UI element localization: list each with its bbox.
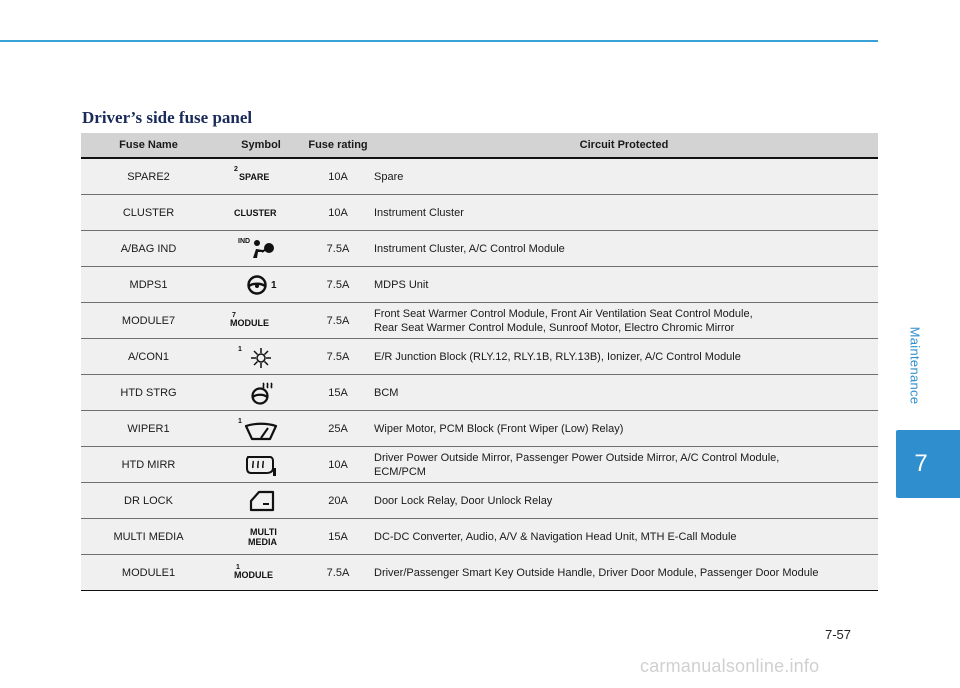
fuse-name: HTD STRG	[81, 375, 216, 411]
heated-steering-icon	[250, 381, 274, 405]
circuit-protected: BCM	[370, 375, 878, 411]
chapter-side-label	[900, 300, 930, 430]
fuse-table	[81, 133, 878, 591]
fuse-symbol	[216, 555, 306, 591]
circuit-line: Driver Power Outside Mirror, Passenger Power Outside Mirror, A/C Control Module,	[374, 451, 780, 464]
table-header-row	[81, 133, 878, 158]
module-text-symbol	[226, 306, 296, 336]
fuse-rating: 7.5A	[306, 555, 370, 591]
circuit-protected: Door Lock Relay, Door Unlock Relay	[370, 483, 878, 519]
fuse-symbol	[216, 231, 306, 267]
fuse-symbol	[216, 375, 306, 411]
section-title: Driver’s side fuse panel	[82, 108, 253, 127]
steering-wheel-icon	[246, 274, 268, 296]
circuit-protected: Driver/Passenger Smart Key Outside Handle, Driver Door Module, Passenger Door Module	[370, 555, 878, 591]
table-row	[81, 411, 878, 447]
fuse-name: A/CON1	[81, 339, 216, 375]
circuit-protected: Instrument Cluster	[370, 195, 878, 231]
fuse-name: WIPER1	[81, 411, 216, 447]
fuse-name: SPARE2	[81, 158, 216, 195]
fuse-name: MODULE1	[81, 555, 216, 591]
symbol-superscript: 1	[236, 563, 240, 571]
header-symbol: Symbol	[216, 133, 306, 158]
table-row	[81, 555, 878, 591]
header-circuit-protected: Circuit Protected	[370, 133, 878, 158]
fuse-symbol	[216, 195, 306, 231]
fuse-symbol	[216, 519, 306, 555]
table-row	[81, 375, 878, 411]
snowflake-ac-icon	[250, 347, 272, 369]
symbol-superscript: 2	[234, 165, 238, 173]
fuse-rating: 7.5A	[306, 231, 370, 267]
circuit-protected: Instrument Cluster, A/C Control Module	[370, 231, 878, 267]
symbol-superscript: 1	[238, 417, 242, 425]
fuse-symbol	[216, 303, 306, 339]
fuse-name: MODULE7	[81, 303, 216, 339]
symbol-superscript: 1	[271, 279, 277, 291]
circuit-protected: Wiper Motor, PCM Block (Front Wiper (Low) Relay)	[370, 411, 878, 447]
spare-text-symbol	[226, 162, 296, 192]
door-lock-symbol	[226, 486, 296, 516]
fuse-rating: 15A	[306, 375, 370, 411]
fuse-symbol	[216, 158, 306, 195]
symbol-superscript: IND	[238, 237, 251, 245]
fuse-symbol	[216, 339, 306, 375]
table-row	[81, 483, 878, 519]
fuse-rating: 15A	[306, 519, 370, 555]
fuse-name: MULTI MEDIA	[81, 519, 216, 555]
fuse-rating: 10A	[306, 195, 370, 231]
heated-mirror-icon	[244, 454, 278, 478]
fuse-symbol	[216, 483, 306, 519]
circuit-protected: Spare	[370, 158, 878, 195]
fuse-rating: 7.5A	[306, 303, 370, 339]
heated-mirror-symbol	[226, 450, 296, 480]
fuse-name: MDPS1	[81, 267, 216, 303]
wiper-icon	[243, 420, 279, 442]
fuse-rating: 20A	[306, 483, 370, 519]
table-row	[81, 231, 878, 267]
cluster-text-symbol	[226, 198, 296, 228]
watermark: carmanualsonline.info	[640, 656, 820, 676]
chapter-side-label-text: Maintenance	[907, 326, 923, 404]
fuse-symbol	[216, 447, 306, 483]
steering-wheel-symbol	[226, 270, 296, 300]
circuit-line: Rear Seat Warmer Control Module, Sunroof Motor, Electro Chromic Mirror	[374, 321, 735, 334]
snowflake-ac-symbol	[226, 342, 296, 372]
fuse-rating: 10A	[306, 158, 370, 195]
circuit-protected: MDPS Unit	[370, 267, 878, 303]
table-row	[81, 519, 878, 555]
fuse-symbol	[216, 411, 306, 447]
chapter-tab[interactable]	[896, 430, 960, 498]
wiper-symbol	[226, 414, 296, 444]
table-row	[81, 195, 878, 231]
circuit-line: ECM/PCM	[374, 465, 426, 478]
symbol-superscript: 1	[238, 345, 242, 353]
table-row	[81, 267, 878, 303]
header-fuse-name: Fuse Name	[81, 133, 216, 158]
chapter-number: 7	[914, 450, 928, 477]
circuit-line: Front Seat Warmer Control Module, Front Air Ventilation Seat Control Module,	[374, 307, 753, 320]
table-row	[81, 447, 878, 483]
fuse-name: DR LOCK	[81, 483, 216, 519]
airbag-indicator-icon	[250, 238, 278, 260]
airbag-indicator-symbol	[226, 234, 296, 264]
circuit-protected	[370, 303, 878, 339]
fuse-name: A/BAG IND	[81, 231, 216, 267]
symbol-text: MEDIA	[248, 536, 277, 547]
header-rule	[0, 40, 878, 42]
fuse-rating: 10A	[306, 447, 370, 483]
fuse-rating: 7.5A	[306, 339, 370, 375]
symbol-text: SPARE	[239, 171, 270, 182]
symbol-superscript: 7	[232, 311, 236, 319]
multimedia-text-symbol	[226, 522, 296, 552]
circuit-protected	[370, 447, 878, 483]
heated-steering-symbol	[226, 378, 296, 408]
header-fuse-rating: Fuse rating	[306, 133, 370, 158]
table-row	[81, 158, 878, 195]
fuse-symbol	[216, 267, 306, 303]
symbol-text: CLUSTER	[234, 207, 277, 218]
fuse-rating: 7.5A	[306, 267, 370, 303]
table-row	[81, 339, 878, 375]
symbol-text: MULTI	[250, 526, 277, 537]
fuse-name: CLUSTER	[81, 195, 216, 231]
door-lock-icon	[248, 490, 276, 512]
fuse-name: HTD MIRR	[81, 447, 216, 483]
symbol-text: MODULE	[230, 317, 269, 328]
module-text-symbol	[226, 558, 296, 588]
circuit-protected: DC-DC Converter, Audio, A/V & Navigation Head Unit, MTH E-Call Module	[370, 519, 878, 555]
table-row	[81, 303, 878, 339]
symbol-text: MODULE	[234, 569, 273, 580]
fuse-rating: 25A	[306, 411, 370, 447]
page-number: 7-57	[825, 627, 852, 642]
circuit-protected: E/R Junction Block (RLY.12, RLY.1B, RLY.13B), Ionizer, A/C Control Module	[370, 339, 878, 375]
